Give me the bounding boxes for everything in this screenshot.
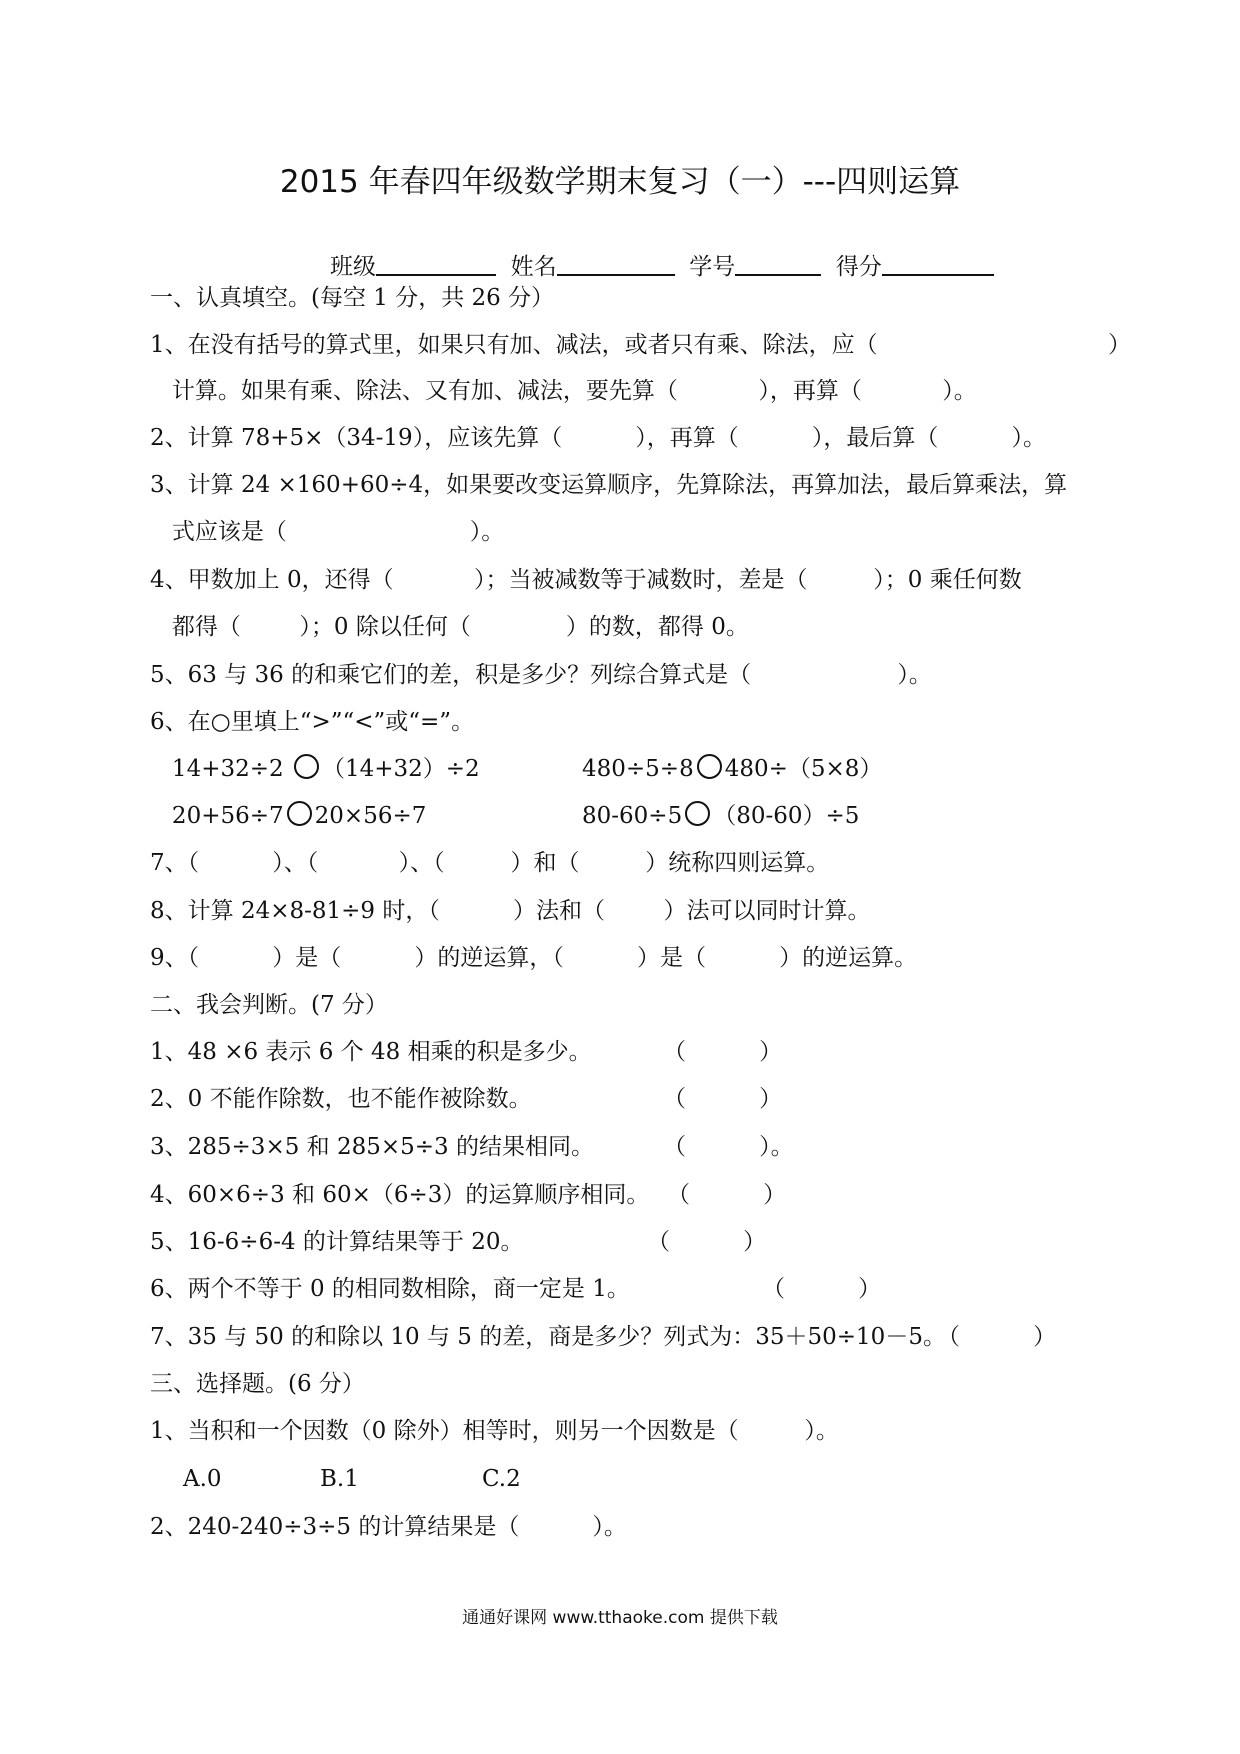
question-1-1-line-a: 1、在没有括号的算式里，如果只有加、减法，或者只有乘、除法，应（ [150,332,878,358]
judge-item-7: 7、35 与 50 的和除以 10 与 5 的差，商是多少？列式为：35＋50÷10－5。 [150,1324,946,1350]
score-label: 得分 [835,254,882,280]
footer-source: 通通好课网 www.tthaoke.com 提供下载 [462,1608,778,1628]
compare-circle[interactable] [685,801,710,826]
choice-question-1: 1、当积和一个因数（0 除外）相等时，则另一个因数是（ ）。 [150,1418,839,1444]
question-1-8: 8、计算 24×8-81÷9 时，（ ）法和（ ）法可以同时计算。 [150,898,871,924]
question-1-2: 2、计算 78+5×（34-19），应该先算（ ），再算（ ），最后算（ ）。 [150,425,1047,451]
question-1-1-line-b: 计算。如果有乘、除法、又有加、减法，要先算（ ），再算（ ）。 [150,378,977,404]
section-2-heading: 二、我会判断。(7 分） [150,992,388,1018]
question-1-4-line-b: 都得（ ）；0 除以任何（ ）的数，都得 0。 [150,614,749,640]
question-1-5: 5、63 与 36 的和乘它们的差，积是多少？列综合算式是（ ）。 [150,662,932,688]
choice-option-a[interactable]: A.0 [183,1466,222,1492]
choice-question-2: 2、240-240÷3÷5 的计算结果是（ ）。 [150,1514,627,1540]
compare-expr: 20×56÷7 [314,803,427,829]
judge-item-1: 1、48 ×6 表示 6 个 48 相乘的积是多少。 [150,1039,592,1065]
judge-item-5: 5、16-6÷6-4 的计算结果等于 20。 [150,1229,524,1255]
question-1-9: 9、（ ）是（ ）的逆运算，（ ）是（ ）的逆运算。 [150,945,918,971]
compare-expr: 80-60÷5 [582,803,683,829]
judge-item-6: 6、两个不等于 0 的相同数相除，商一定是 1。 [150,1276,630,1302]
name-field[interactable] [557,250,675,276]
choice-option-c[interactable]: C.2 [482,1466,521,1492]
compare-expr: 480÷5÷8 [582,756,694,782]
page-title: 2015 年春四年级数学期末复习（一）---四则运算 [279,164,961,200]
class-field[interactable] [376,250,496,276]
student-id-field[interactable] [735,250,821,276]
question-1-1-paren-end: ） [1108,332,1131,358]
compare-expr: （14+32）÷2 [321,756,480,782]
compare-row-1-left [150,754,480,784]
compare-circle[interactable] [294,754,319,779]
score-field[interactable] [882,250,994,276]
student-id-label: 学号 [689,254,736,280]
compare-circle[interactable] [287,801,312,826]
compare-expr: 480÷（5×8） [724,756,883,782]
section-1-heading: 一、认真填空。(每空 1 分，共 26 分） [150,285,555,311]
question-1-3-line-a: 3、计算 24 ×160+60÷4，如果要改变运算顺序，先算除法，再算加法，最后算乘法，算 [150,472,1068,498]
judge-answer-1[interactable]: （ ） [663,1039,783,1065]
judge-answer-4[interactable]: （ ） [667,1182,787,1208]
class-label: 班级 [330,254,376,280]
judge-answer-7[interactable]: （ ） [937,1324,1057,1350]
judge-answer-3[interactable]: （ ）。 [663,1134,794,1160]
judge-item-2: 2、0 不能作除数，也不能作被除数。 [150,1086,532,1112]
student-info-row [330,250,994,282]
question-1-7: 7、（ ）、（ ）、（ ）和（ ）统称四则运算。 [150,850,830,876]
question-1-4-line-a: 4、甲数加上 0，还得（ ）；当被减数等于减数时，差是（ ）；0 乘任何数 [150,567,1022,593]
judge-answer-6[interactable]: （ ） [762,1276,882,1302]
compare-expr: 20+56÷7 [150,803,284,829]
compare-row-2-right [582,801,859,831]
compare-circle[interactable] [697,754,722,779]
section-3-heading: 三、选择题。(6 分） [150,1371,365,1397]
name-label: 姓名 [510,254,557,280]
judge-item-4: 4、60×6÷3 和 60×（6÷3）的运算顺序相同。 [150,1182,650,1208]
judge-item-3: 3、285÷3×5 和 285×5÷3 的结果相同。 [150,1134,594,1160]
question-1-3-line-b: 式应该是（ ）。 [150,519,505,545]
choice-option-b[interactable]: B.1 [320,1466,359,1492]
judge-answer-2[interactable]: （ ） [663,1086,783,1112]
question-1-6: 6、在○里填上“>”“<”或“=”。 [150,709,475,735]
compare-expr: （80-60）÷5 [713,803,860,829]
compare-row-1-right [582,754,882,784]
compare-expr: 14+32÷2 [150,756,284,782]
compare-row-2-left [150,801,426,831]
judge-answer-5[interactable]: （ ） [647,1229,767,1255]
